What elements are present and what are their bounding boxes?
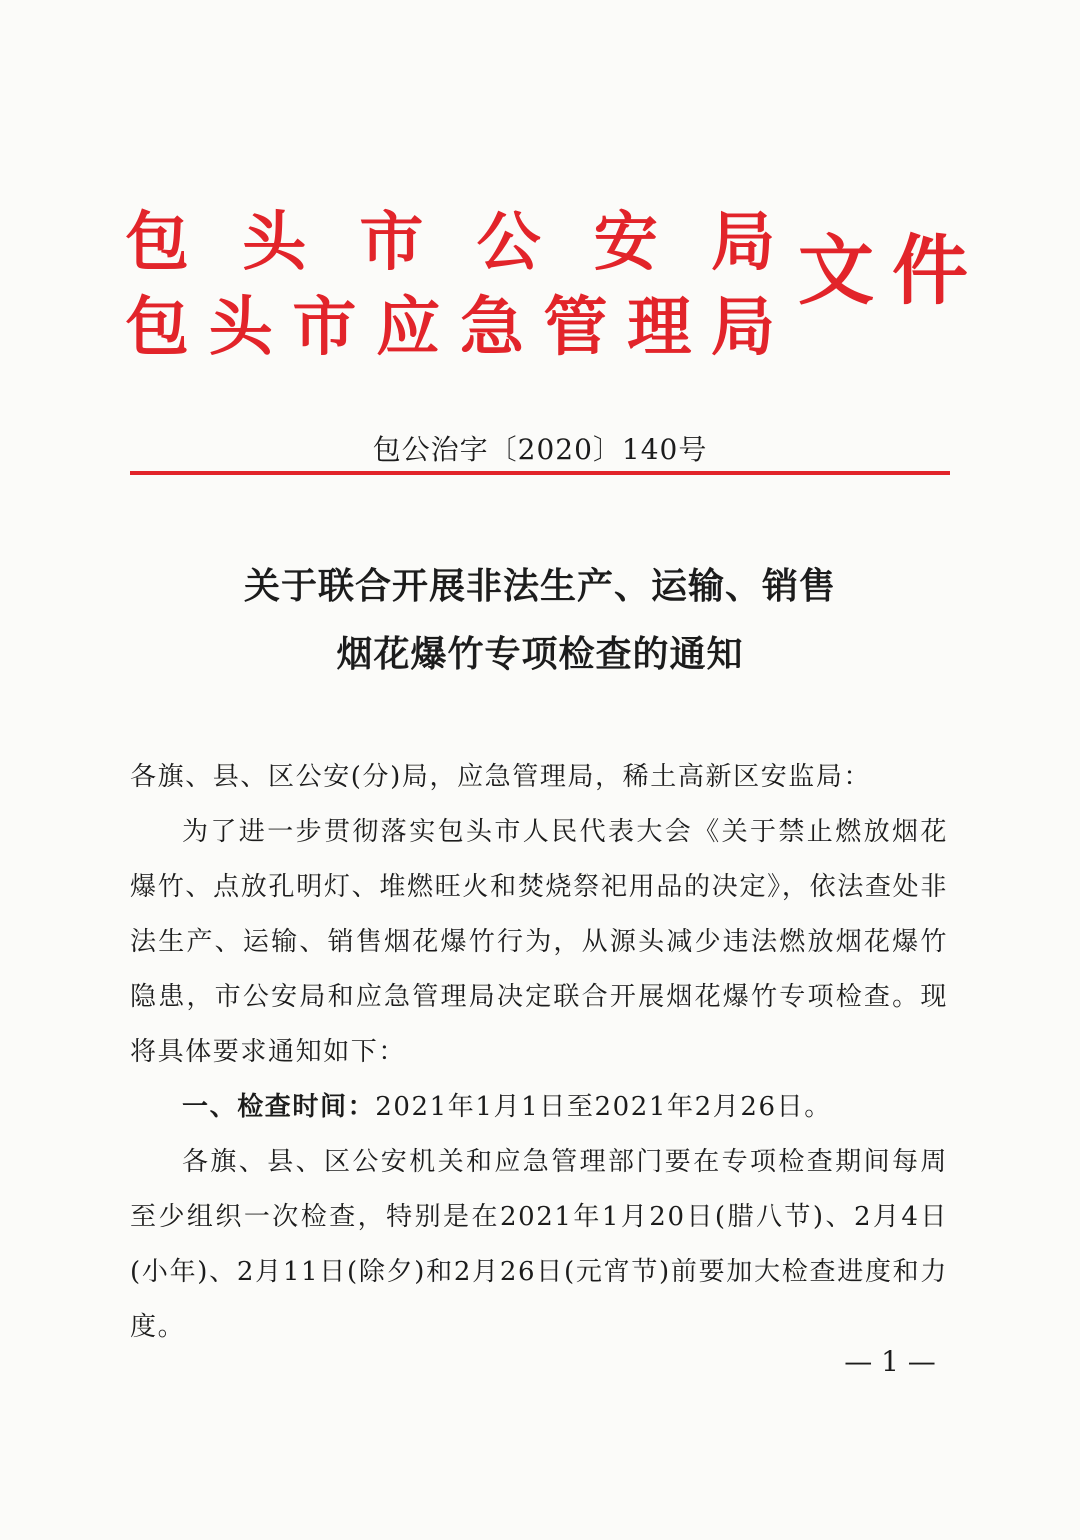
agency-name-public-security (125, 205, 775, 281)
red-divider-line (130, 471, 950, 475)
agency-char: 市 (292, 290, 357, 365)
document-number: 包公治字〔2020〕140号 (372, 433, 708, 466)
section-1-text: 2021年1月1日至2021年2月26日。 (375, 1092, 832, 1122)
agency-char: 安 (593, 205, 658, 280)
agency-char: 局 (710, 290, 775, 365)
salutation: 各旗、县、区公安(分)局，应急管理局，稀土高新区安监局： (130, 762, 872, 792)
agency-char: 理 (627, 290, 692, 365)
agency-char: 急 (459, 290, 524, 365)
document-label-char: 文 (798, 226, 874, 315)
agency-char: 管 (543, 290, 608, 365)
agency-char: 公 (476, 205, 541, 280)
section-1-heading: 一、检查时间： (182, 1092, 376, 1122)
agency-char: 头 (208, 290, 273, 365)
notice-title-line-2: 烟花爆竹专项检查的通知 (336, 633, 744, 675)
agency-char: 头 (242, 205, 307, 280)
document-label (798, 226, 968, 316)
body-paragraph: 为了进一步贯彻落实包头市人民代表大会《关于禁止燃放烟花爆竹、点放孔明灯、堆燃旺火和焚烧祭祀用品的决定》，依法查处非法生产、运输、销售烟花爆竹行为，从源头减少违法燃放烟花爆竹隐患，市公安局和应急管理局决定联合开展烟花爆竹专项检查。现将具体要求通知如下： (130, 817, 948, 1067)
agency-name-emergency-management (125, 290, 775, 366)
agency-char: 包 (125, 205, 189, 280)
notice-title-line-1: 关于联合开展非法生产、运输、销售 (243, 565, 836, 607)
document-label-char: 件 (892, 226, 968, 315)
section-1 (130, 1080, 948, 1135)
body-paragraph: 各旗、县、区公安机关和应急管理部门要在专项检查期间每周至少组织一次检查，特别是在2021年1月20日(腊八节)、2月4日(小年)、2月11日(除夕)和2月26日(元宵节)前要加大检查进度和力度。 (130, 1147, 948, 1342)
agency-char: 局 (710, 205, 775, 280)
agency-char: 应 (376, 290, 441, 365)
agency-char: 市 (359, 205, 424, 280)
notice-body (130, 750, 948, 1355)
agency-char: 包 (125, 290, 189, 365)
page-number: — 1 — (844, 1345, 936, 1378)
